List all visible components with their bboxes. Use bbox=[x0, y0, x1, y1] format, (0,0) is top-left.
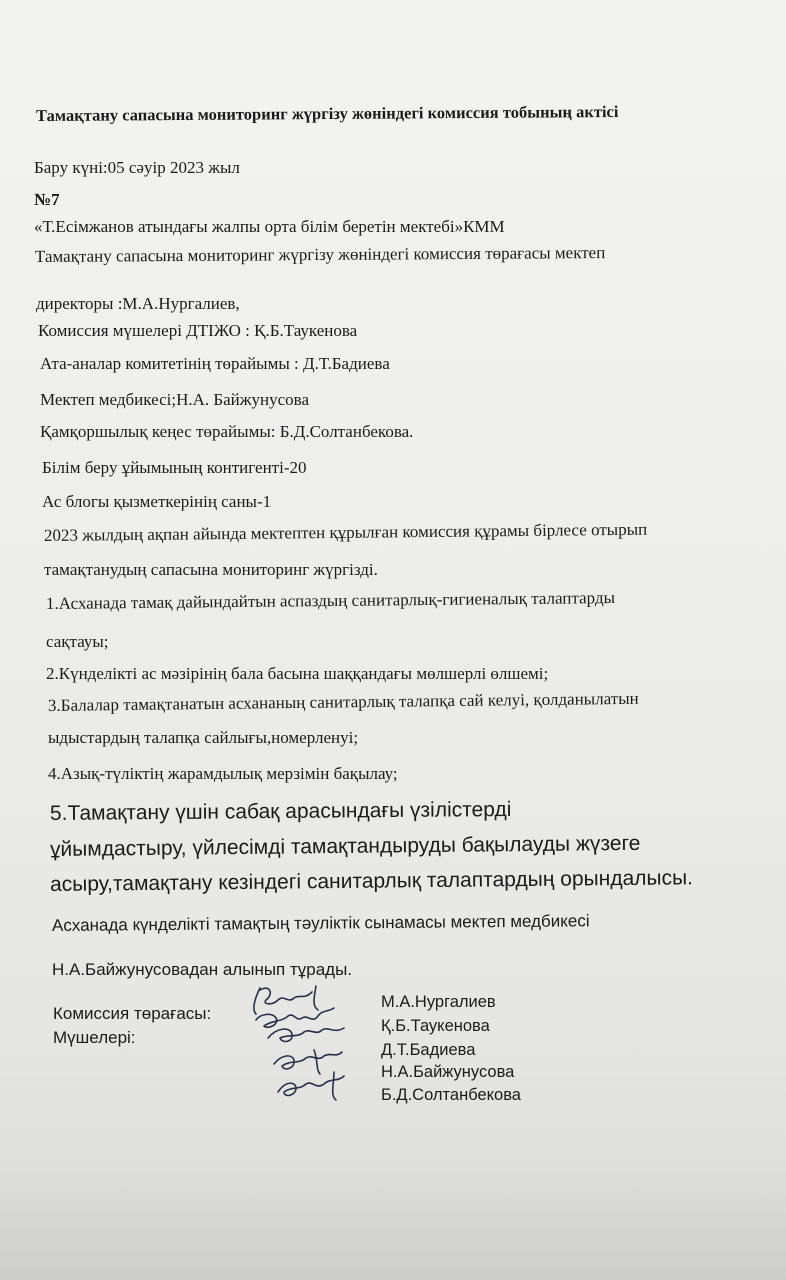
signatory-name: Қ.Б.Таукенова bbox=[381, 1017, 490, 1035]
visit-date: Бару күні:05 сәуір 2023 жыл bbox=[34, 158, 240, 177]
chair-line-1: Тамақтану сапасына мониторинг жүргізу жөніндегі комиссия төрағасы мектеп bbox=[34, 243, 606, 266]
chair-line-2: директоры :М.А.Нургалиев, bbox=[36, 294, 240, 313]
handwritten-signatures bbox=[238, 980, 368, 1120]
item-line: сақтауы; bbox=[46, 632, 109, 651]
item5-line: асыру,тамақтану кезіндегі санитарлық талаптардың орындалысы. bbox=[49, 866, 694, 896]
members-sign-label: Мүшелері: bbox=[53, 1028, 136, 1047]
item-line: ыдыстардың талапқа сайлығы,номерленуі; bbox=[48, 728, 359, 747]
item-line: 1.Асханада тамақ дайындайтын аспаздың санитарлық-гигиеналық талаптарды bbox=[45, 588, 616, 613]
member-line: Ата-аналар комитетінің төрайымы : Д.Т.Бадиева bbox=[40, 354, 390, 373]
signatory-name: Н.А.Байжунусова bbox=[381, 1063, 515, 1081]
signatory-name: Д.Т.Бадиева bbox=[381, 1041, 476, 1059]
intro-line-1: 2023 жылдың ақпан айында мектептен құрылған комиссия құрамы бірлесе отырып bbox=[43, 519, 648, 545]
document-title: Тамақтану сапасына мониторинг жүргізу жөніндегі комиссия тобының актісі bbox=[35, 101, 619, 126]
intro-line-2: тамақтанудың сапасына мониторинг жүргізді. bbox=[44, 560, 378, 579]
member-line: Мектеп медбикесі;Н.А. Байжунусова bbox=[40, 390, 310, 409]
item-line: 4.Азық-түліктің жарамдылық мерзімін бақылау; bbox=[48, 764, 398, 783]
photo-shadow bbox=[0, 1160, 786, 1280]
item5-line: 5.Тамақтану үшін сабақ арасындағы үзілістерді bbox=[49, 797, 512, 825]
contingent-line: Білім беру ұйымының контигенті-20 bbox=[42, 458, 307, 477]
school-name: «Т.Есімжанов атындағы жалпы орта білім беретін мектебі»КММ bbox=[34, 217, 505, 236]
item-line: 3.Балалар тамақтанатын асхананың санитарлық талапқа сай келуі, қолданылатын bbox=[47, 688, 639, 715]
member-line: Қамқоршылық кеңес төрайымы: Б.Д.Солтанбекова. bbox=[40, 422, 414, 441]
chair-sign-label: Комиссия төрағасы: bbox=[53, 1004, 212, 1023]
signatory-name: Б.Д.Солтанбекова bbox=[381, 1086, 521, 1104]
sample-line-1: Асханада күнделікті тамақтың тәуліктік сынамасы мектеп медбикесі bbox=[51, 911, 590, 935]
item-line: 2.Күнделікті ас мәзірінің бала басына шаққандағы мөлшерлі өлшемі; bbox=[46, 664, 549, 683]
item5-line: ұйымдастыру, үйлесімді тамақтандыруды бақылауды жүзеге bbox=[49, 831, 641, 861]
kitchen-staff-line: Ас блогы қызметкерінің саны-1 bbox=[42, 492, 272, 511]
sample-line-2: Н.А.Байжунусовадан алынып тұрады. bbox=[52, 960, 353, 979]
signatory-name: М.А.Нургалиев bbox=[381, 993, 496, 1011]
act-number: №7 bbox=[34, 190, 60, 209]
member-line: Комиссия мүшелері ДТІЖО : Қ.Б.Таукенова bbox=[38, 321, 358, 340]
